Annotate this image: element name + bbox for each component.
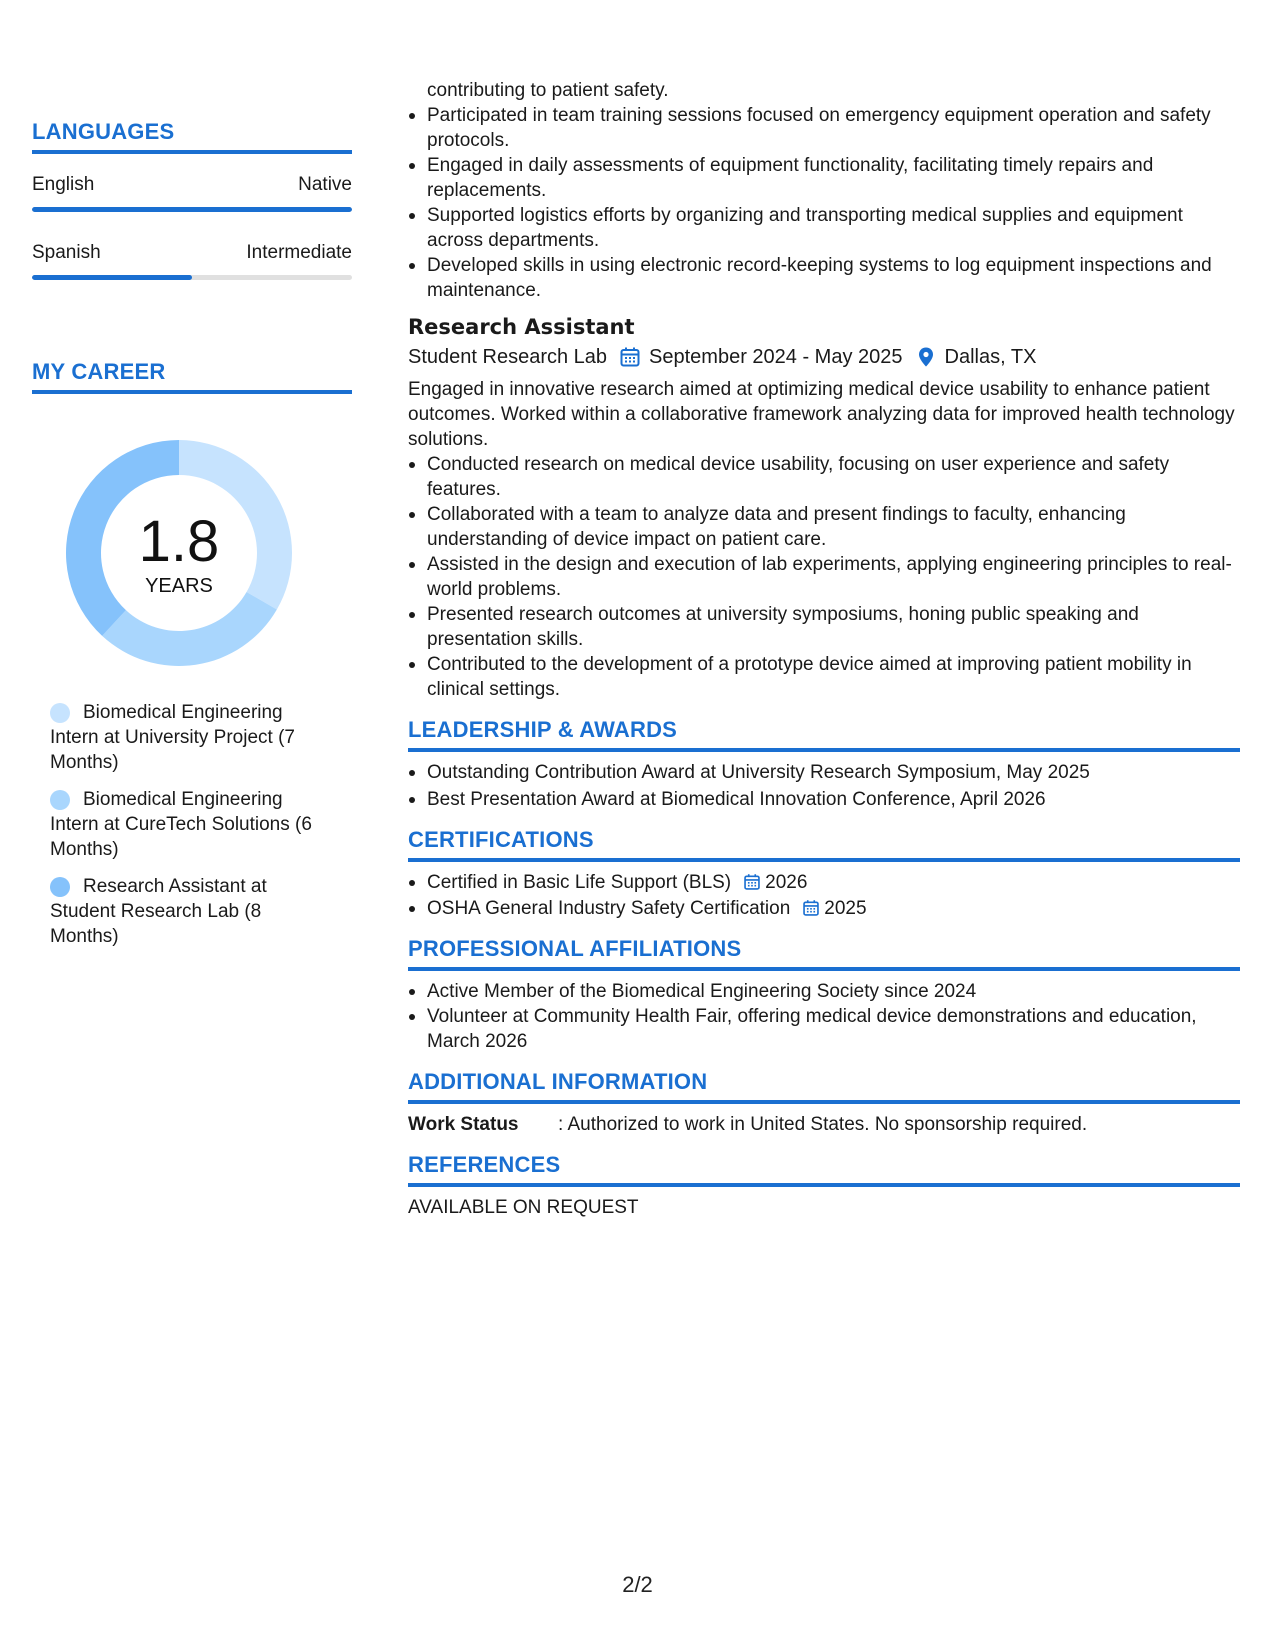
job-company: Student Research Lab xyxy=(408,346,608,368)
job-description: Engaged in innovative research aimed at optimizing medical device usability to enhance patient outcomes. Worked within a collaborative framework analyzing data for improved health technology solutions. xyxy=(408,379,1235,450)
work-status-label: Work Status xyxy=(408,1114,519,1135)
award-item: Outstanding Contribution Award at University Research Symposium, May 2025 xyxy=(408,760,1240,785)
location-pin-icon xyxy=(915,346,937,368)
legend-label: Biomedical Engineering Intern at University Project (7 Months) xyxy=(50,702,295,773)
career-title: MY CAREER xyxy=(32,358,352,394)
language-name: Spanish xyxy=(32,242,101,263)
job-bullets xyxy=(408,452,1240,702)
work-status-row xyxy=(408,1112,1240,1137)
certification-item xyxy=(408,870,1240,895)
language-proficiency-fill xyxy=(32,207,352,212)
job-entry xyxy=(408,313,1240,702)
legend-dot-icon xyxy=(50,790,70,810)
certifications-section xyxy=(408,826,1240,921)
legend-item xyxy=(50,874,320,949)
affiliations-section xyxy=(408,935,1240,1054)
career-donut-chart xyxy=(66,440,292,666)
right-column xyxy=(408,78,1240,1220)
career-section xyxy=(32,358,352,394)
additional-info-section xyxy=(408,1068,1240,1137)
languages-title: LANGUAGES xyxy=(32,118,352,154)
continued-bullets xyxy=(408,103,1240,303)
language-level: Intermediate xyxy=(246,242,352,263)
career-total-years: 1.8 xyxy=(138,509,220,574)
legend-item xyxy=(50,787,320,862)
job-dates: September 2024 - May 2025 xyxy=(649,346,903,368)
language-proficiency-bar xyxy=(32,207,352,212)
affiliation-item: Active Member of the Biomedical Engineering Society since 2024 xyxy=(408,979,1240,1004)
certification-item xyxy=(408,896,1240,921)
page-number: 2/2 xyxy=(622,1572,653,1597)
certification-year: 2026 xyxy=(765,872,808,893)
references-title: REFERENCES xyxy=(408,1151,1240,1187)
calendar-icon xyxy=(802,899,820,917)
bullet-item: Participated in team training sessions focused on emergency equipment operation and safety protocols. xyxy=(408,103,1240,153)
certification-year: 2025 xyxy=(824,898,867,919)
job-location: Dallas, TX xyxy=(944,346,1037,368)
award-item: Best Presentation Award at Biomedical Innovation Conference, April 2026 xyxy=(408,787,1240,812)
references-section xyxy=(408,1151,1240,1220)
job-meta xyxy=(408,343,1240,371)
certification-name: Certified in Basic Life Support (BLS) xyxy=(427,872,732,893)
bullet-item: Engaged in daily assessments of equipment functionality, facilitating timely repairs and replacements. xyxy=(408,153,1240,203)
additional-info-title: ADDITIONAL INFORMATION xyxy=(408,1068,1240,1104)
legend-label: Biomedical Engineering Intern at CureTech Solutions (6 Months) xyxy=(50,789,312,860)
languages-section xyxy=(32,118,352,280)
legend-dot-icon xyxy=(50,703,70,723)
references-text: AVAILABLE ON REQUEST xyxy=(408,1197,639,1218)
continued-text: contributing to patient safety. xyxy=(427,80,669,101)
bullet-item: Collaborated with a team to analyze data and present findings to faculty, enhancing understanding of device impact on patient care. xyxy=(408,502,1240,552)
certification-name: OSHA General Industry Safety Certification xyxy=(427,898,791,919)
bullet-item: Presented research outcomes at university symposiums, honing public speaking and presentation skills. xyxy=(408,602,1240,652)
bullet-item: Supported logistics efforts by organizing and transporting medical supplies and equipment across departments. xyxy=(408,203,1240,253)
calendar-icon xyxy=(743,873,761,891)
language-proficiency-fill xyxy=(32,275,192,280)
language-item xyxy=(32,172,352,212)
leadership-title: LEADERSHIP & AWARDS xyxy=(408,716,1240,752)
language-proficiency-bar xyxy=(32,275,352,280)
affiliations-title: PROFESSIONAL AFFILIATIONS xyxy=(408,935,1240,971)
leadership-section xyxy=(408,716,1240,812)
language-name: English xyxy=(32,174,95,195)
legend-dot-icon xyxy=(50,877,70,897)
calendar-icon xyxy=(619,346,641,368)
language-item xyxy=(32,240,352,280)
language-level: Native xyxy=(298,174,352,195)
career-years-label: YEARS xyxy=(145,575,213,597)
career-legend xyxy=(50,700,320,961)
bullet-item: Conducted research on medical device usability, focusing on user experience and safety features. xyxy=(408,452,1240,502)
legend-item xyxy=(50,700,320,775)
bullet-item: Assisted in the design and execution of lab experiments, applying engineering principles to real-world problems. xyxy=(408,552,1240,602)
legend-label: Research Assistant at Student Research Lab (8 Months) xyxy=(50,876,267,947)
affiliation-item: Volunteer at Community Health Fair, offering medical device demonstrations and education, March 2026 xyxy=(408,1004,1240,1054)
bullet-item: Developed skills in using electronic record-keeping systems to log equipment inspections and maintenance. xyxy=(408,253,1240,303)
certifications-title: CERTIFICATIONS xyxy=(408,826,1240,862)
bullet-item: Contributed to the development of a prototype device aimed at improving patient mobility in clinical settings. xyxy=(408,652,1240,702)
donut-slice xyxy=(102,592,277,666)
job-title: Research Assistant xyxy=(408,315,635,339)
work-status-value: : Authorized to work in United States. No sponsorship required. xyxy=(558,1114,1088,1135)
